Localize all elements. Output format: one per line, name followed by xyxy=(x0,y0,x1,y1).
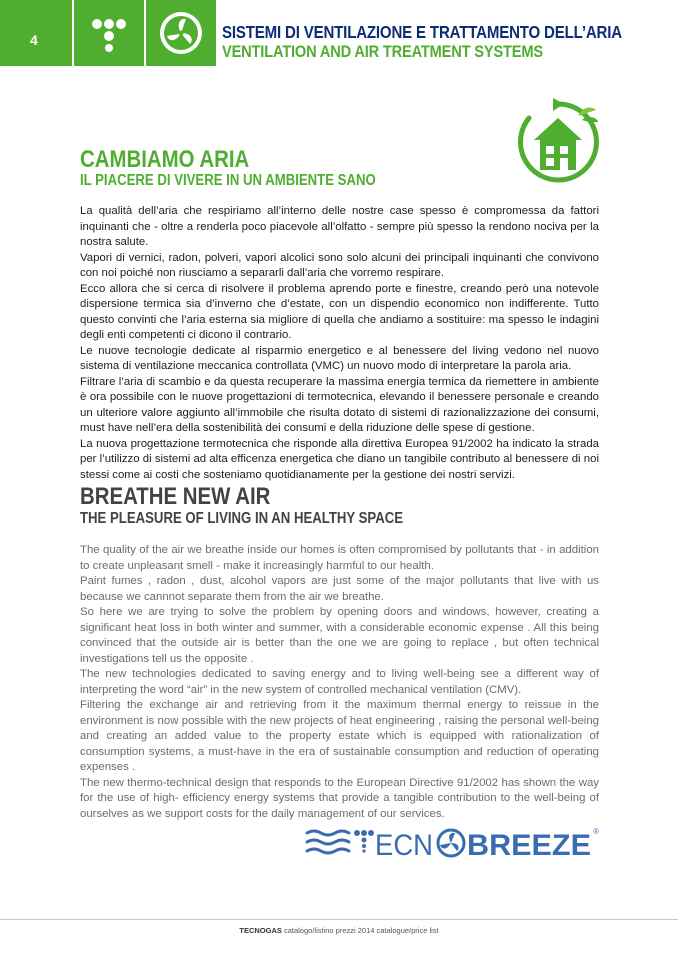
page-number-box xyxy=(0,0,72,66)
footer-text: catalogo/listino prezzi 2014 catalogue/price list xyxy=(281,926,439,935)
footer-brand: TECNOGAS xyxy=(239,926,282,935)
italian-body xyxy=(80,204,599,483)
english-paragraph: Paint fumes , radon , dust, alcohol vapors are just some of the major pollutants that live with us because we cannnot separate them from the air we breathe. xyxy=(80,575,599,603)
italian-paragraph: La nuova progettazione termotecnica che risponde alla direttiva Europea 91/2002 ha indicato la strada per l’utilizzo di sistemi ad alta efficenza energetica che diano un tangibile contributo al benessere di noi stessi come ai costi che sosteniamo quotidianamente per la gestione dei nostri servizi. xyxy=(80,437,599,481)
brand-registered: ® xyxy=(593,827,599,836)
page-header xyxy=(0,0,678,66)
brand-breeze: BREEZE xyxy=(467,829,591,860)
fan-icon xyxy=(146,0,216,66)
italian-paragraph: Filtrare l’aria di scambio e da questa recuperare la massima energia termica da riemettere in ambiente è ora possibile con le nuove progettazioni di termotecnica, elevando il benessere personale e creando un ulteriore valore aggiunto all’immobile che risulta dotato di sistemi di razionalizzazione dei consumi, must have nell’era della sostenibilità dei consumi e della riduzione delle spese di gestione. xyxy=(80,375,599,434)
tecnogas-logo-box xyxy=(74,0,144,66)
tecnogas-dots-icon xyxy=(74,0,144,66)
header-title-en: VENTILATION AND AIR TREATMENT SYSTEMS xyxy=(222,42,543,61)
english-paragraph: The new technologies dedicated to saving energy and to living well-being see a different way of interpreting the word “air” in the new system of controlled mechanical ventilation (CMV). xyxy=(80,668,599,696)
header-title-it: SISTEMI DI VENTILAZIONE E TRATTAMENTO DELL’ARIA xyxy=(222,22,622,42)
english-paragraph: The new thermo-technical design that responds to the European Directive 91/2002 has shown the way for the use of high- efficiency energy systems that provide a tangible contribution to the well-being of ourselves as we support costs for the daily management of our services. xyxy=(80,776,599,820)
italian-subtitle: IL PIACERE DI VIVERE IN UN AMBIENTE SANO xyxy=(80,172,376,189)
page-number: 4 xyxy=(30,32,38,48)
air-waves-icon xyxy=(307,831,349,853)
brand-fan-o-icon xyxy=(438,830,464,856)
page-footer xyxy=(0,926,678,935)
italian-paragraph: La qualità dell’aria che respiriamo all’interno delle nostre case spesso è compromessa da fattori inquinanti che - oltre a renderla poco piacevole all’olfatto - sempre più spesso la rendono nociva per la nostra salute. xyxy=(80,205,599,248)
italian-title: CAMBIAMO ARIA xyxy=(80,146,250,173)
italian-paragraph: Le nuove tecnologie dedicate al risparmio energetico e al benessere del living vedono nel nuovo sistema di ventilazione meccanica controllata (VMC) un nuovo modo di interpretare la parola aria. xyxy=(80,344,599,372)
english-subtitle: THE PLEASURE OF LIVING IN AN HEALTHY SPACE xyxy=(80,510,404,527)
english-title: BREATHE NEW AIR xyxy=(80,483,271,510)
english-body xyxy=(80,543,599,822)
italian-paragraph: Vapori di vernici, radon, polveri, vapori alcolici sono solo alcuni dei principali inquinanti che convivono con noi poiché non riusciamo a separarli dall’aria che vorremo respirare. xyxy=(80,251,599,279)
english-paragraph: Filtering the exchange air and retrieving from it the maximum thermal energy to reissue in the environment is now possible with the new projects of heat engineering , raising the personal well-being and creating an added value to the property estate which is equipped with rationalization of consumption systems, a must-have in the era of sustainable consumption and reduction of operating expenses . xyxy=(80,699,599,773)
brand-ecn: ECN xyxy=(375,829,433,860)
tecnobreeze-logo xyxy=(305,824,605,860)
eco-house-icon xyxy=(512,96,604,188)
footer-divider xyxy=(0,919,678,920)
english-paragraph: The quality of the air we breathe inside our homes is often compromised by pollutants that - in addition to create unpleasant smell - make it increasingly harmful to our health. xyxy=(80,544,599,572)
italian-paragraph: Ecco allora che si cerca di risolvere il problema aprendo porte e finestre, creando però una notevole dispersione termica sia d’inverno che d’estate, con un dispendio economico non indifferente. Tutto questo convinti che l’aria esterna sia migliore di quella che andiamo a sostituire: ma spesso le indagini degli enti competenti ci dicono il contrario. xyxy=(80,282,599,341)
tecnogas-dots-logo-icon xyxy=(354,830,374,853)
english-paragraph: So here we are trying to solve the problem by opening doors and windows, however, creating a significant heat loss in both winter and summer, with a considerable economic expense . All this being convinced that the outside air is better than the one we are going to replace , but often technical investigations tell us the opposite . xyxy=(80,606,599,665)
fan-logo-box xyxy=(146,0,216,66)
